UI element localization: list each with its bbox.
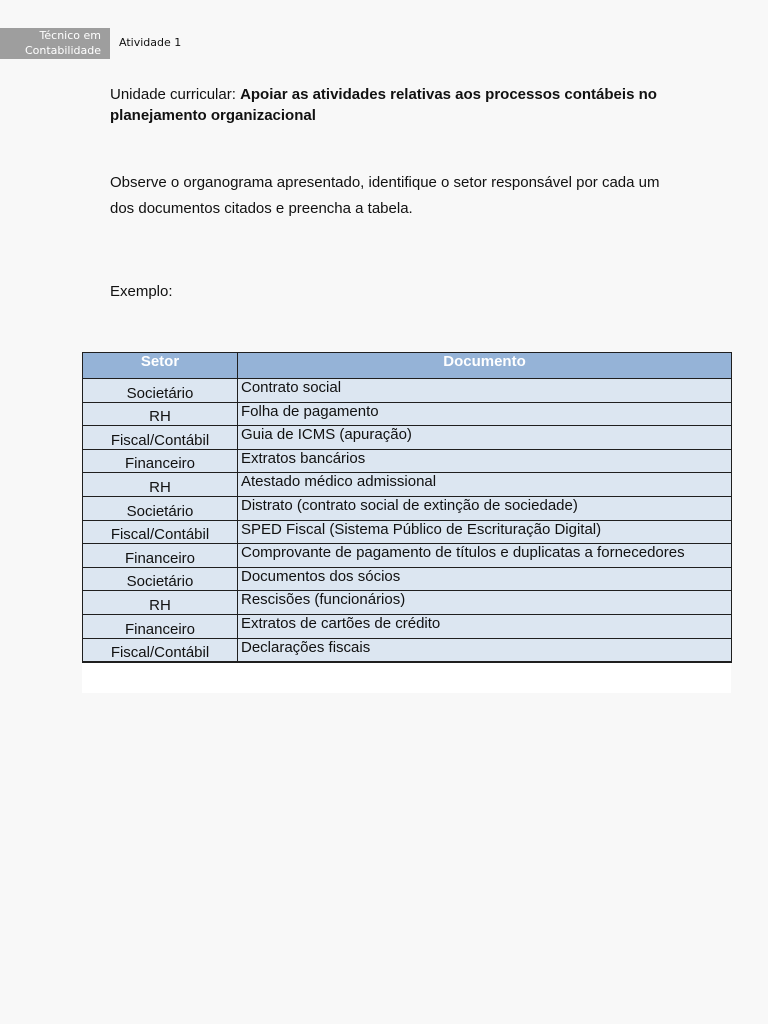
cell-documento: Contrato social <box>238 379 732 403</box>
table-row <box>83 614 732 638</box>
cell-documento: Rescisões (funcionários) <box>238 591 732 615</box>
cell-setor: Fiscal/Contábil <box>83 520 238 544</box>
curricular-unit-label: Unidade curricular: <box>110 86 241 103</box>
header-documento: Documento <box>238 353 732 379</box>
cell-setor: Societário <box>83 567 238 591</box>
cell-setor: RH <box>83 402 238 426</box>
table-row <box>83 544 732 568</box>
example-label: Exemplo: <box>110 283 173 300</box>
activity-title: Atividade 1 <box>119 36 182 49</box>
cell-setor: Fiscal/Contábil <box>83 426 238 450</box>
cell-documento: Atestado médico admissional <box>238 473 732 497</box>
course-badge <box>0 28 110 59</box>
cell-documento: Guia de ICMS (apuração) <box>238 426 732 450</box>
cell-setor: Financeiro <box>83 614 238 638</box>
cell-documento: Documentos dos sócios <box>238 567 732 591</box>
cell-setor: RH <box>83 473 238 497</box>
sector-document-table-container <box>82 352 731 693</box>
table-row <box>83 402 732 426</box>
cell-documento: Extratos bancários <box>238 449 732 473</box>
cell-setor: RH <box>83 591 238 615</box>
cell-setor: Financeiro <box>83 544 238 568</box>
cell-documento: Declarações fiscais <box>238 638 732 662</box>
cell-documento: SPED Fiscal (Sistema Público de Escrituração Digital) <box>238 520 732 544</box>
table-row <box>83 496 732 520</box>
sector-document-table <box>82 352 732 663</box>
curricular-unit <box>110 84 670 126</box>
table-row <box>83 449 732 473</box>
header-setor: Setor <box>83 353 238 379</box>
cell-documento: Distrato (contrato social de extinção de sociedade) <box>238 496 732 520</box>
table-row <box>83 426 732 450</box>
table-row <box>83 567 732 591</box>
instruction-text: Observe o organograma apresentado, identifique o setor responsável por cada um dos documentos citados e preencha a tabela. <box>110 174 660 217</box>
cell-setor: Financeiro <box>83 449 238 473</box>
table-body <box>83 379 732 662</box>
cell-setor: Societário <box>83 379 238 403</box>
table-row <box>83 591 732 615</box>
course-badge-line2: Contabilidade <box>24 44 101 57</box>
table-row <box>83 520 732 544</box>
cell-documento: Folha de pagamento <box>238 402 732 426</box>
table-row <box>83 473 732 497</box>
cell-setor: Fiscal/Contábil <box>83 638 238 662</box>
table-row <box>83 379 732 403</box>
cell-documento: Extratos de cartões de crédito <box>238 614 732 638</box>
cell-documento: Comprovante de pagamento de títulos e duplicatas a fornecedores <box>238 544 732 568</box>
table-header-row <box>83 353 732 379</box>
table-row <box>83 638 732 662</box>
course-badge-line1: Técnico em <box>39 29 101 42</box>
cell-setor: Societário <box>83 496 238 520</box>
curricular-unit-name: Apoiar as atividades relativas aos processos contábeis no planejamento organizacional <box>110 86 657 124</box>
